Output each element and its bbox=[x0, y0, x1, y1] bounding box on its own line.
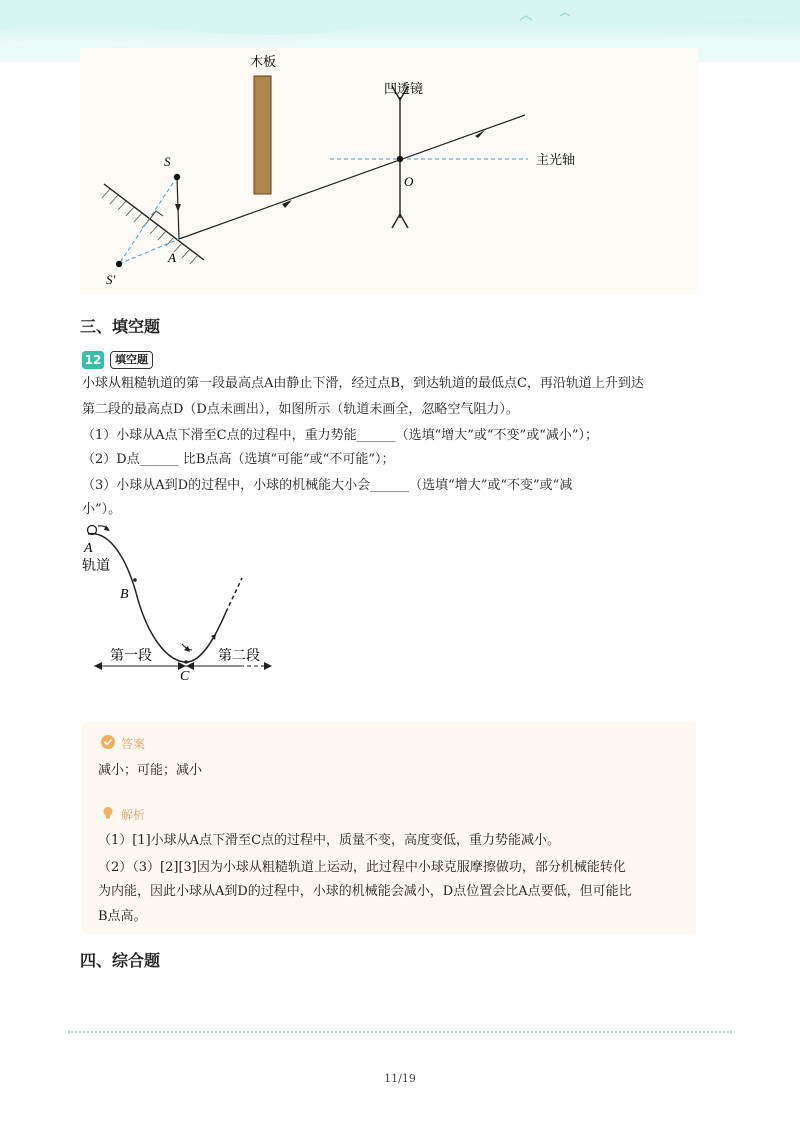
track-label: 轨道 bbox=[82, 559, 110, 574]
label-b: B bbox=[120, 587, 129, 602]
label-a: A bbox=[84, 541, 93, 556]
lens-label: 凹透镜 bbox=[384, 81, 424, 96]
segment2-label: 第二段 bbox=[218, 649, 260, 664]
question-line-5: （3）小球从A到D的过程中，小球的机械能大小会______（选填“增大”或“不变”或“减 bbox=[82, 478, 573, 493]
label-a: A bbox=[168, 250, 176, 265]
construction-lines bbox=[119, 159, 528, 264]
question-line-4: （2）D点______ 比B点高（选填“可能”或“不可能”）； bbox=[82, 452, 395, 467]
answer-label: 答案 bbox=[121, 737, 146, 751]
label-o: O bbox=[404, 174, 414, 189]
answer-panel bbox=[82, 722, 696, 934]
axis-label: 主光轴 bbox=[536, 152, 576, 167]
question-line-2: 第二段的最高点D（D点未画出），如图所示（轨道未画全，忽略空气阻力）。 bbox=[82, 402, 519, 417]
incident-arrow bbox=[175, 204, 181, 212]
track-curve bbox=[88, 534, 226, 662]
question-line-6: 小”）。 bbox=[82, 502, 122, 517]
check-circle-icon bbox=[101, 735, 115, 749]
reflected-ray bbox=[179, 115, 525, 239]
board-label: 木板 bbox=[250, 54, 277, 69]
point-o-dot bbox=[397, 156, 403, 162]
optics-diagram bbox=[80, 48, 698, 294]
label-c: C bbox=[180, 669, 190, 684]
question-line-3: （1）小球从A点下滑至C点的过程中，重力势能______（选填“增大”或“不变”或“减小”）； bbox=[82, 428, 598, 443]
label-s-prime: S′ bbox=[106, 272, 116, 287]
point-s-prime-dot bbox=[116, 261, 122, 267]
section4-title: 四、综合题 bbox=[80, 951, 161, 970]
question-line-1: 小球从粗糙轨道的第一段最高点A由静止下滑，经过点B，到达轨道的最低点C，再沿轨道上升到达 bbox=[82, 376, 644, 391]
analysis-line-4: B点高。 bbox=[98, 909, 147, 924]
track-diagram bbox=[80, 520, 280, 685]
mirror-hatching bbox=[102, 189, 198, 264]
section3-title: 三、填空题 bbox=[80, 317, 161, 336]
footer-divider bbox=[68, 1031, 732, 1033]
plane-mirror bbox=[104, 184, 204, 260]
segment1-label: 第一段 bbox=[110, 649, 152, 664]
analysis-line-2: （2）（3）[2][3]因为小球从粗糙轨道上运动，此过程中小球克服摩擦做功，部分机械能转化 bbox=[98, 860, 626, 875]
analysis-line-3: 为内能，因此小球从A到D的过程中，小球的机械能会减小，D点位置会比A点要低，但可能比 bbox=[98, 884, 632, 899]
track-dashed-end bbox=[226, 578, 242, 612]
answer-text: 减小；可能；减小 bbox=[98, 763, 203, 778]
page-number: 11/19 bbox=[384, 1072, 416, 1085]
point-b-dot bbox=[133, 578, 137, 582]
analysis-line-1: （1）[1]小球从A点下滑至C点的过程中，质量不变，高度变低，重力势能减小。 bbox=[98, 833, 561, 848]
wooden-board bbox=[254, 76, 271, 194]
analysis-label: 解析 bbox=[121, 808, 146, 822]
lightbulb-icon bbox=[101, 806, 115, 820]
question-type-badge: 填空题 bbox=[110, 351, 153, 369]
label-s: S bbox=[164, 154, 171, 169]
point-c-dot bbox=[184, 660, 188, 664]
point-s-dot bbox=[174, 174, 180, 180]
question-number: 12 bbox=[82, 351, 104, 369]
